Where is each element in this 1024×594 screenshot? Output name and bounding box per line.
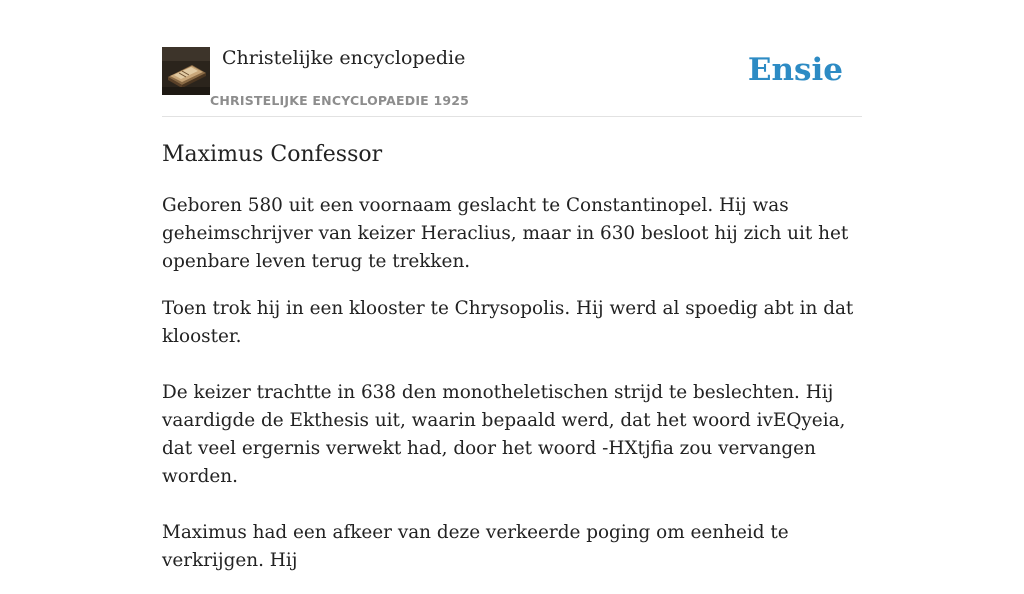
avatar[interactable] [162,47,210,95]
article-paragraph: De keizer trachtte in 638 den monotheletischen strijd te beslechten. Hij vaardigde de Ekthesis uit, waarin bepaald werd, dat het woord ivEQyeia, dat veel ergernis verwekt had, door het woord -HXtjfia zou vervangen worden. [162,382,846,487]
site-subtitle: CHRISTELIJKE ENCYCLOPAEDIE 1925 [210,93,470,108]
brand-logo[interactable]: Ensie [747,52,843,88]
site-title[interactable]: Christelijke encyclopedie [222,47,466,69]
article-paragraph: Toen trok hij in een klooster te Chrysopolis. Hij werd al spoedig abt in dat klooster. [162,298,854,347]
page-container [162,0,862,571]
article-body [162,192,872,594]
article-paragraph: Maximus had een afkeer van deze verkeerde poging om eenheid te verkrijgen. Hij [162,522,789,571]
site-header [162,0,862,117]
article-title: Maximus Confessor [162,142,383,167]
book-thumbnail-icon [162,47,210,95]
article-paragraph: Geboren 580 uit een voornaam geslacht te Constantinopel. Hij was geheimschrijver van keizer Heraclius, maar in 630 besloot hij zich uit het openbare leven terug te trekken. [162,195,849,272]
